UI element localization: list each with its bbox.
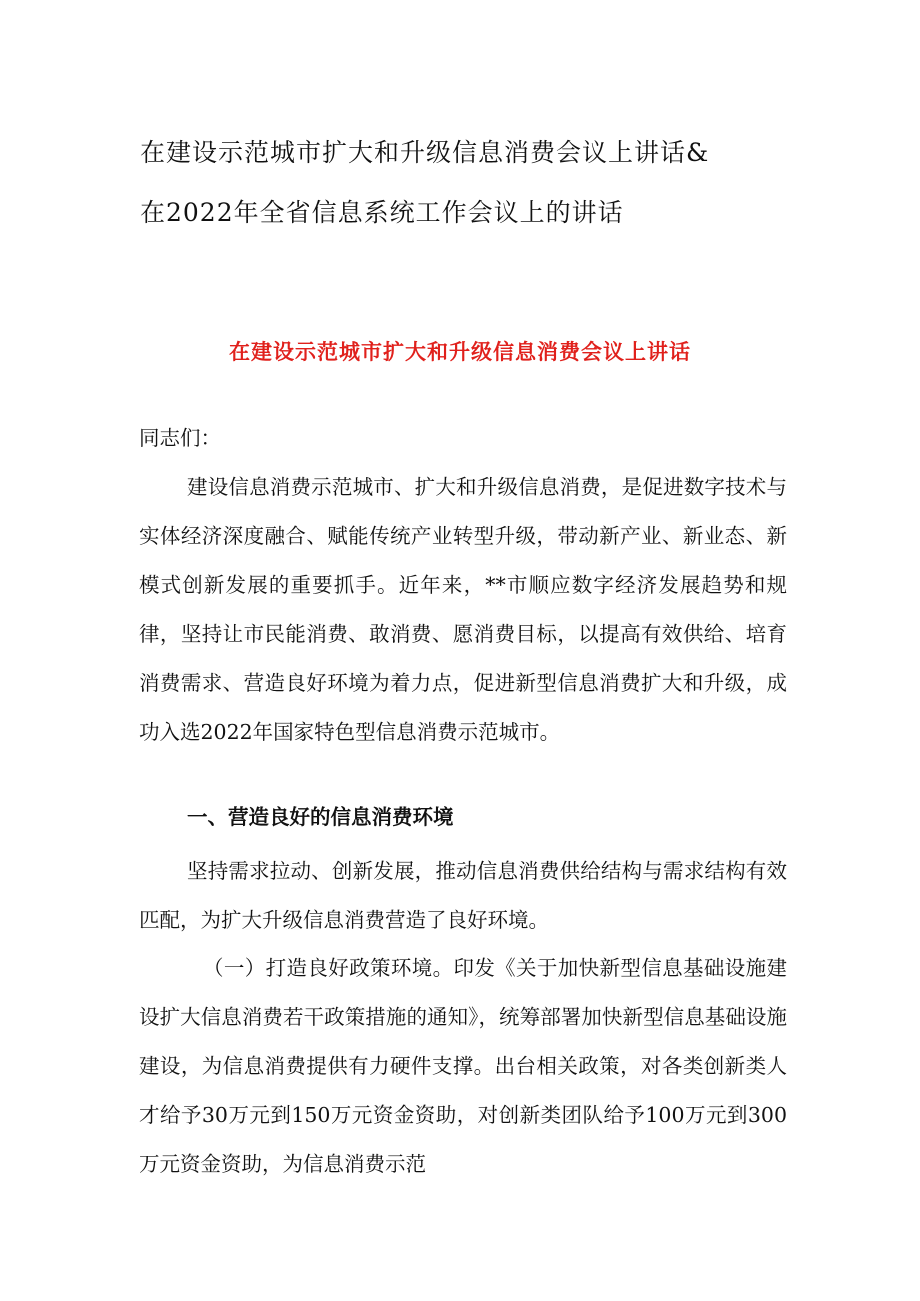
paragraph-environment: 坚持需求拉动、创新发展，推动信息消费供给结构与需求结构有效匹配，为扩大升级信息消费营造了良好环境。 [139, 859, 787, 932]
salutation: 同志们： [139, 426, 221, 450]
section-title: 在建设示范城市扩大和升级信息消费会议上讲话 [229, 340, 691, 364]
document-title-line-2: 在2022年全省信息系统工作会议上的讲话 [140, 198, 624, 227]
heading-1: 一、营造良好的信息消费环境 [187, 805, 454, 829]
document-title-line-1: 在建设示范城市扩大和升级信息消费会议上讲话& [140, 138, 710, 167]
paragraph-intro: 建设信息消费示范城市、扩大和升级信息消费，是促进数字技术与实体经济深度融合、赋能传统产业转型升级，带动新产业、新业态、新模式创新发展的重要抓手。近年来，**市顺应数字经济发展趋势和规律，坚持让市民能消费、敢消费、愿消费目标，以提高有效供给、培育消费需求、营造良好环境为着力点，促进新型信息消费扩大和升级，成功入选2022年国家特色型信息消费示范城市。 [139, 475, 787, 744]
paragraph-policy: （一）打造良好政策环境。印发《关于加快新型信息基础设施建设扩大信息消费若干政策措施的通知》，统筹部署加快新型信息基础设施建设，为信息消费提供有力硬件支撑。出台相关政策，对各类创新类人才给予30万元到150万元资金资助，对创新类团队给予100万元到300万元资金资助，为信息消费示范 [139, 956, 787, 1176]
